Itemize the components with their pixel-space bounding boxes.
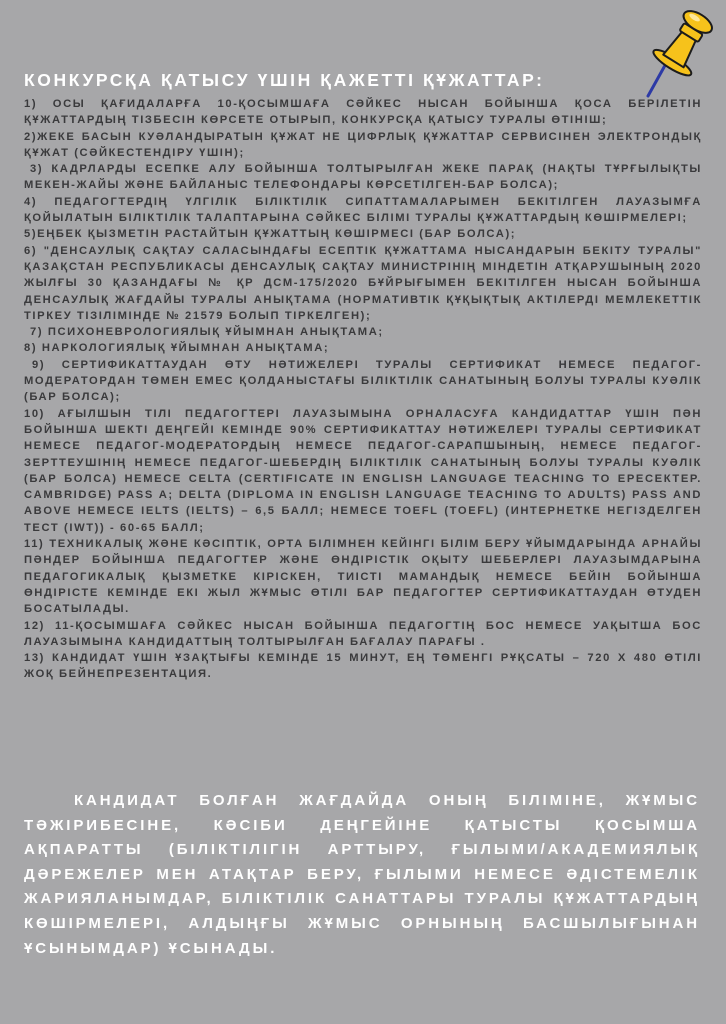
list-item: 13) КАНДИДАТ ҮШІН ҰЗАҚТЫҒЫ КЕМІНДЕ 15 МИНУТ, ЕҢ ТӨМЕНГІ РҰҚСАТЫ – 720 Х 480 ӨТІЛІ ЖОҚ БЕЙНЕПРЕЗЕНТАЦИЯ. bbox=[24, 652, 702, 681]
documents-list bbox=[24, 96, 702, 683]
list-item: 6) "ДЕНСАУЛЫҚ САҚТАУ САЛАСЫНДАҒЫ ЕСЕПТІК ҚҰЖАТТАМА НЫСАНДАРЫН БЕКІТУ ТУРАЛЫ" ҚАЗАҚСТАН РЕСПУБЛИКАСЫ ДЕНСАУЛЫҚ САҚТАУ МИНИСТРІНІҢ МІНДЕТІН АТҚАРУШЫНЫҢ 2020 ЖЫЛҒЫ 30 ҚАЗАНДАҒЫ № ҚР ДСМ-175/2020 БҰЙРЫҒЫМЕН БЕКІТІЛГЕН НЫСАН БОЙЫНША ДЕНСАУЛЫҚ ЖАҒДАЙЫ ТУРАЛЫ АНЫҚТАМА (НОРМАТИВТІК ҚҰҚЫҚТЫҚ АКТІЛЕРДІ МЕМЛЕКЕТТІК ТІРКЕУ ТІЗІЛІМІНДЕ № 21579 БОЛЫП ТІРКЕЛГЕН); bbox=[24, 244, 702, 322]
closing-paragraph: КАНДИДАТ БОЛҒАН ЖАҒДАЙДА ОНЫҢ БІЛІМІНЕ, ЖҰМЫС ТӘЖІРИБЕСІНЕ, КӘСІБИ ДЕҢГЕЙІНЕ ҚАТЫСТЫ ҚОСЫМША АҚПАРАТТЫ (БІЛІКТІЛІГІН АРТТЫРУ, ҒЫЛЫМИ/АКАДЕМИЯЛЫҚ ДӘРЕЖЕЛЕР МЕН АТАҚТАР БЕРУ, ҒЫЛЫМИ НЕМЕСЕ ӘДІСТЕМЕЛІК ЖАРИЯЛАНЫМДАР, БІЛІКТІЛІК САНАТТАРЫ ТУРАЛЫ ҚҰЖАТТАРДЫҢ КӨШІРМЕЛЕРІ, АЛДЫҢҒЫ ЖҰМЫС ОРНЫНЫҢ БАСШЫЛЫҒЫНАН ҰСЫНЫМДАР) ҰСЫНАДЫ. bbox=[24, 792, 700, 957]
list-item: 10) АҒЫЛШЫН ТІЛІ ПЕДАГОГТЕРІ ЛАУАЗЫМЫНА ОРНАЛАСУҒА КАНДИДАТТАР ҮШІН ПӘН БОЙЫНША ШЕКТІ ДЕҢГЕЙІ КЕМІНДЕ 90% СЕРТИФИКАТТАУ НӘТИЖЕЛЕРІ ТУРАЛЫ СЕРТИФИКАТ НЕМЕСЕ ПЕДАГОГ-МОДЕРАТОРДЫҢ НЕМЕСЕ ПЕДАГОГ-САРАПШЫНЫҢ, НЕМЕСЕ ПЕДАГОГ-ЗЕРТТЕУШІНІҢ НЕМЕСЕ ПЕДАГОГ-ШЕБЕРДІҢ БІЛІКТІЛІК САНАТЫНЫҢ БОЛУЫ ТУРАЛЫ КУӘЛІК (БАР БОЛСА) НЕМЕСЕ CELTA (CERTIFICATE IN ENGLISH LANGUAGE TEACHING TO ЕРЕСЕКТЕР. CAMBRIDGE) PASS A; DELTA (DIPLOMA IN ENGLISH LANGUAGE TEACHING TO ADULTS) PASS AND ABOVE НЕМЕСЕ IELTS (IELTS) – 6,5 БАЛЛ; НЕМЕСЕ TOEFL (TOEFL) (ИНТЕРНЕТКЕ НЕГІЗДЕЛГЕН ТЕСТ (IWT)) - 60-65 БАЛЛ; bbox=[24, 407, 702, 534]
list-item: 8) НАРКОЛОГИЯЛЫҚ ҰЙЫМНАН АНЫҚТАМА; bbox=[24, 342, 330, 355]
list-item: 9) СЕРТИФИКАТТАУДАН ӨТУ НӘТИЖЕЛЕРІ ТУРАЛЫ СЕРТИФИКАТ НЕМЕСЕ ПЕДАГОГ-МОДЕРАТОРДАН ТӨМЕН ЕМЕС ҚОЛДАНЫСТАҒЫ БІЛІКТІЛІК САНАТЫНЫҢ БОЛУЫ ТУРАЛЫ КУӘЛІК (БАР БОЛСА); bbox=[24, 358, 702, 404]
list-item: 2)ЖЕКЕ БАСЫН КУӘЛАНДЫРАТЫН ҚҰЖАТ НЕ ЦИФРЛЫҚ ҚҰЖАТТАР СЕРВИСІНЕН ЭЛЕКТРОНДЫҚ ҚҰЖАТ (СӘЙКЕСТЕНДІРУ ҮШІН); bbox=[24, 130, 702, 159]
page-title: КОНКУРСҚА ҚАТЫСУ ҮШІН ҚАЖЕТТІ ҚҰЖАТТАР: bbox=[24, 70, 545, 90]
list-item: 3) КАДРЛАРДЫ ЕСЕПКЕ АЛУ БОЙЫНША ТОЛТЫРЫЛҒАН ЖЕКЕ ПАРАҚ (НАҚТЫ ТҰРҒЫЛЫҚТЫ МЕКЕН-ЖАЙЫ ЖӘНЕ БАЙЛАНЫС ТЕЛЕФОНДАРЫ КӨРСЕТІЛГЕН-БАР БОЛСА); bbox=[24, 163, 702, 192]
list-item: 7) ПСИХОНЕВРОЛОГИЯЛЫҚ ҰЙЫМНАН АНЫҚТАМА; bbox=[30, 326, 384, 339]
list-item: 12) 11-ҚОСЫМШАҒА СӘЙКЕС НЫСАН БОЙЫНША ПЕДАГОГТІҢ БОС НЕМЕСЕ УАҚЫТША БОС ЛАУАЗЫМЫНА КАНДИДАТТЫҢ ТОЛТЫРЫЛҒАН БАҒАЛАУ ПАРАҒЫ . bbox=[24, 619, 702, 648]
list-item: 11) ТЕХНИКАЛЫҚ ЖӘНЕ КӘСІПТІК, ОРТА БІЛІМНЕН КЕЙІНГІ БІЛІМ БЕРУ ҰЙЫМДАРЫНДА АРНАЙЫ ПӘНДЕР БОЙЫНША ПЕДАГОГТЕР ЖӘНЕ ӨНДІРІСТІК ОҚЫТУ ШЕБЕРЛЕРІ ЛАУАЗЫМДАРЫНА ПЕДАГОГИКАЛЫҚ ҚЫЗМЕТКЕ КІРІСКЕН, ТИІСТІ МАМАНДЫҚ НЕМЕСЕ БЕЙІН БОЙЫНША ӨНДІРІСТЕ КЕМІНДЕ ЕКІ ЖЫЛ ЖҰМЫС ӨТІЛІ БАР ПЕДАГОГТЕР СЕРТИФИКАТТАУДАН ӨТУДЕН БОСАТЫЛАДЫ. bbox=[24, 538, 702, 616]
list-item: 5)ЕҢБЕК ҚЫЗМЕТІН РАСТАЙТЫН ҚҰЖАТТЫҢ КӨШІРМЕСІ (БАР БОЛСА); bbox=[24, 228, 517, 241]
list-item: 1) ОСЫ ҚАҒИДАЛАРҒА 10-ҚОСЫМШАҒА СӘЙКЕС НЫСАН БОЙЫНША ҚОСА БЕРІЛЕТІН ҚҰЖАТТАРДЫҢ ТІЗБЕСІН КӨРСЕТЕ ОТЫРЫП, КОНКУРСҚА ҚАТЫСУ ТУРАЛЫ ӨТІНІШ; bbox=[24, 98, 702, 127]
list-item: 4) ПЕДАГОГТЕРДІҢ ҮЛГІЛІК БІЛІКТІЛІК СИПАТТАМАЛАРЫМЕН БЕКІТІЛГЕН ЛАУАЗЫМҒА ҚОЙЫЛАТЫН БІЛІКТІЛІК ТАЛАПТАРЫНА СӘЙКЕС БІЛІМІ ТУРАЛЫ ҚҰЖАТТАРДЫҢ КӨШІРМЕЛЕРІ; bbox=[24, 195, 702, 225]
